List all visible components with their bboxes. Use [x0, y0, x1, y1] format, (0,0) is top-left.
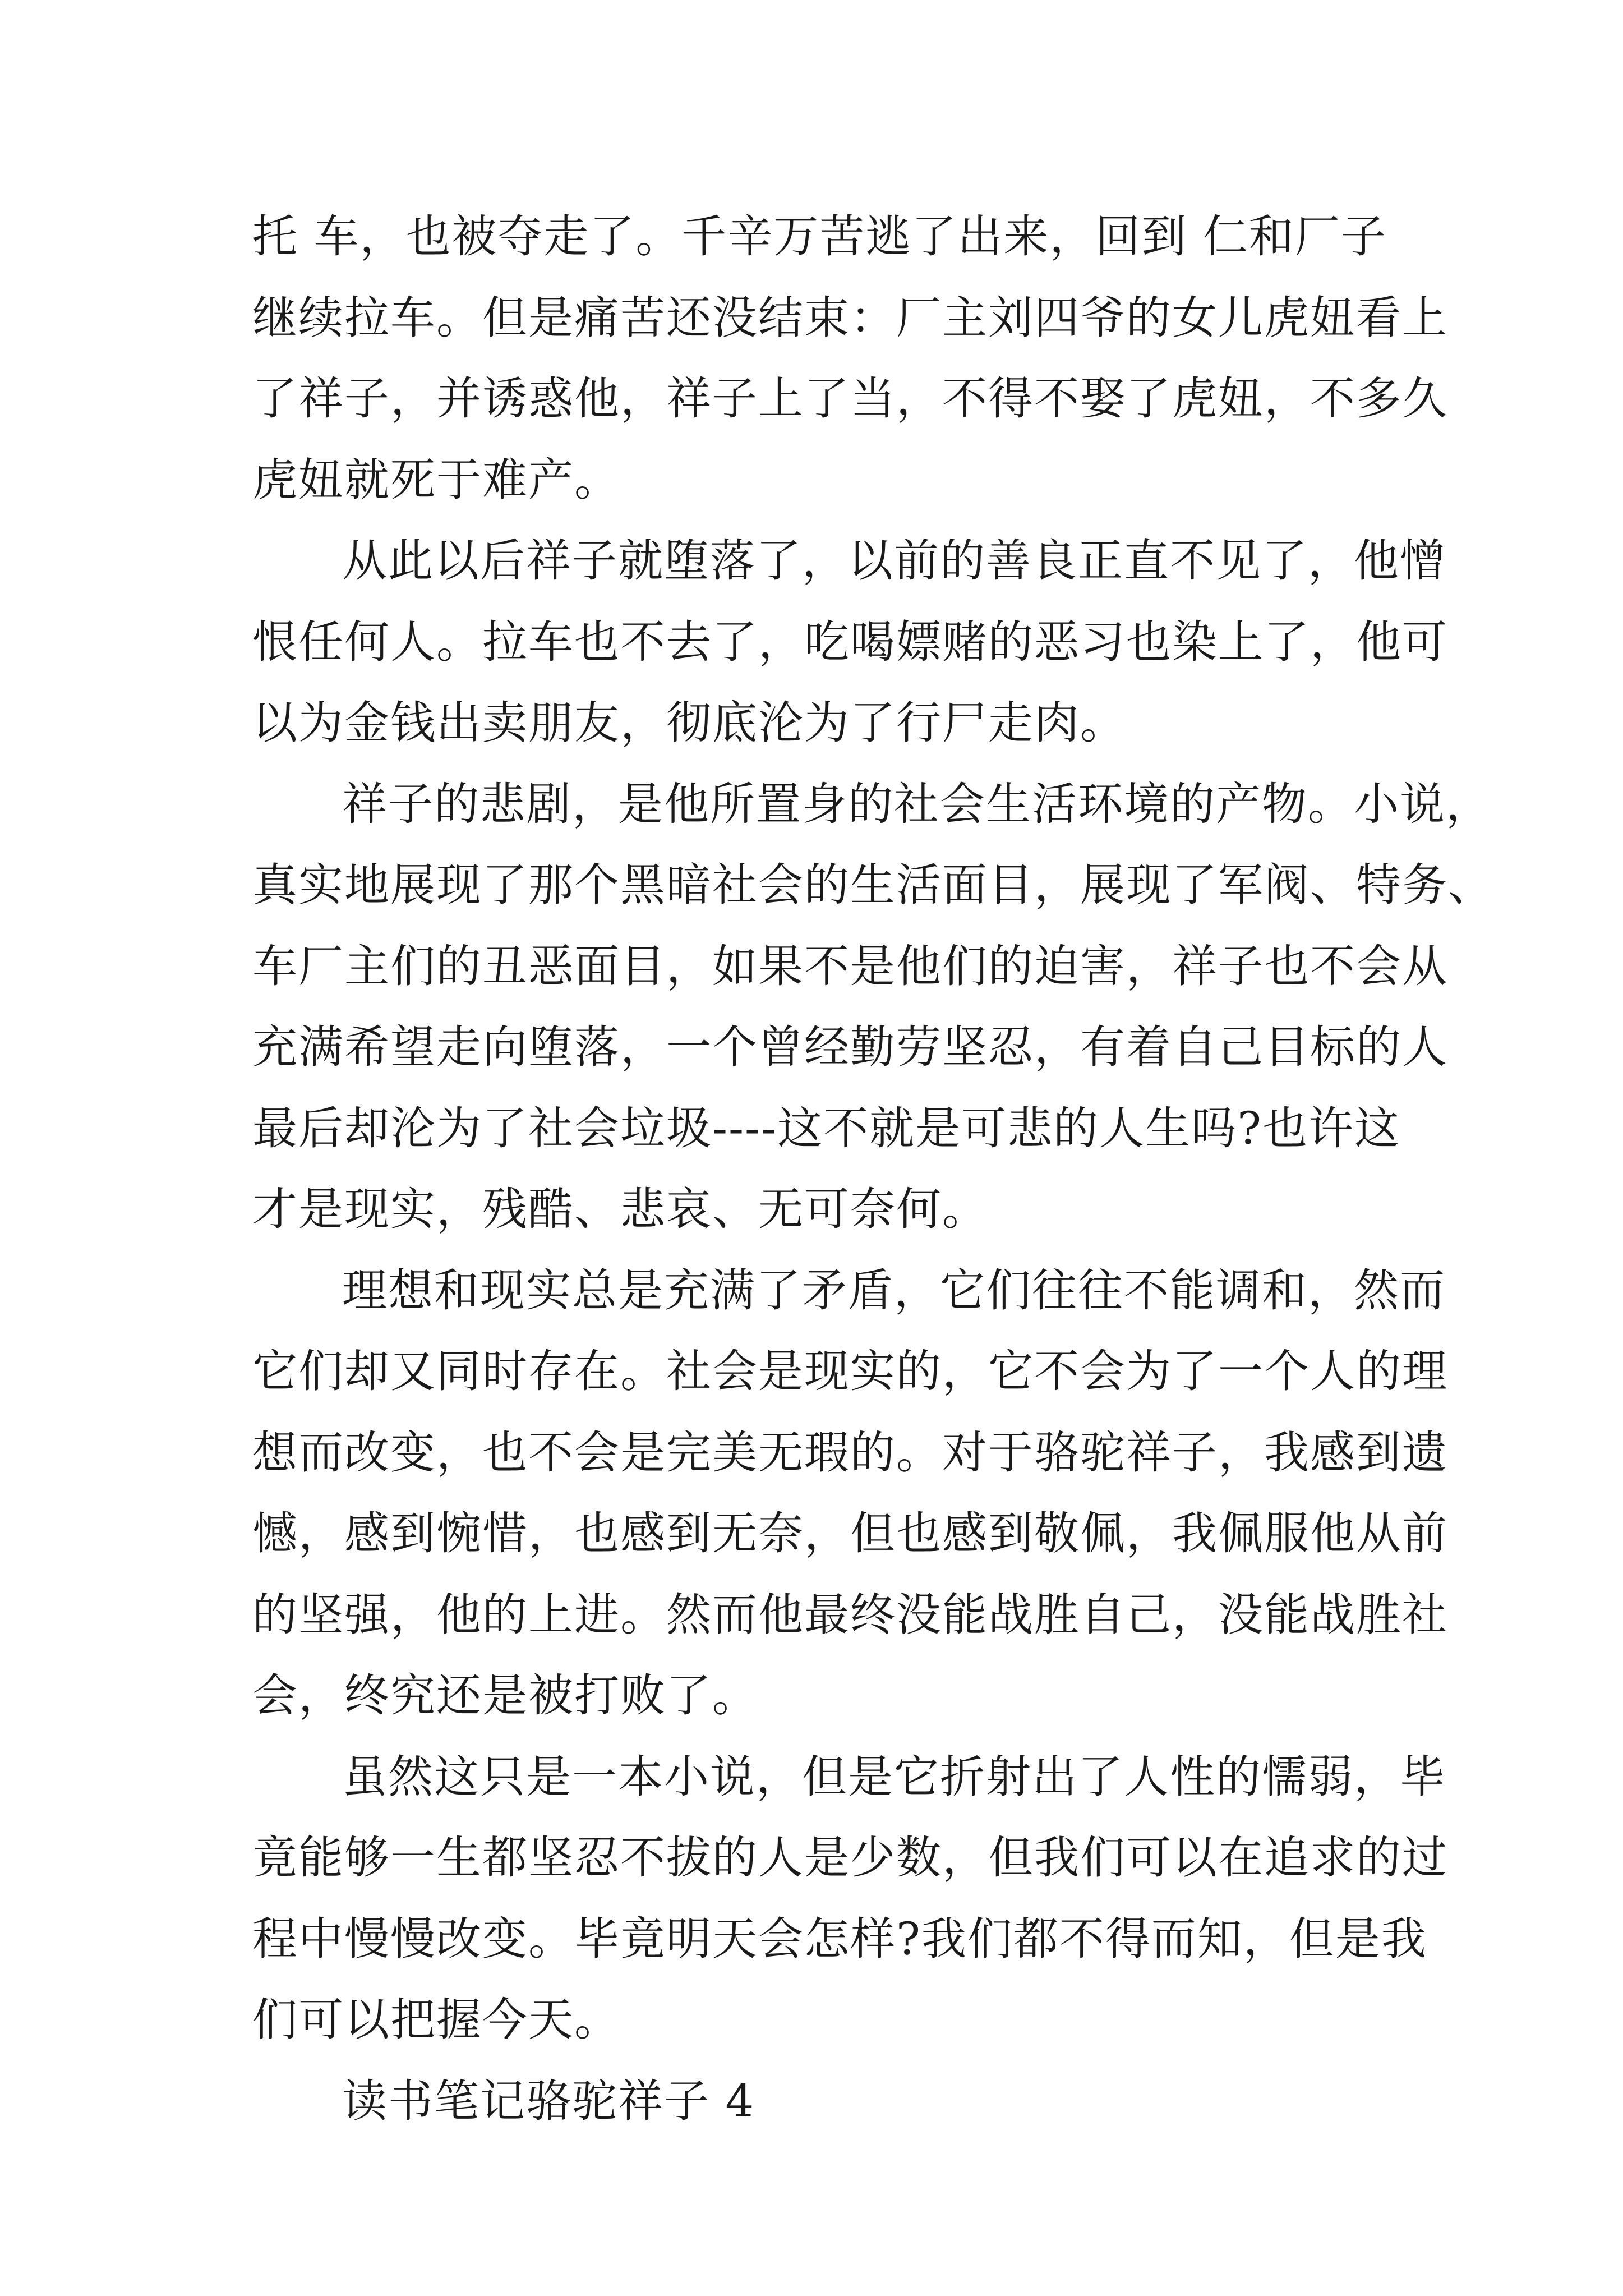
- text-line: 憾，感到惋惜，也感到无奈，但也感到敬佩，我佩服他从前: [252, 1507, 1448, 1559]
- text-line: 才是现实，残酷、悲哀、无可奈何。: [252, 1183, 988, 1235]
- text-line: 了祥子，并诱惑他，祥子上了当，不得不娶了虎妞，不多久: [252, 372, 1448, 425]
- text-line: 虽然这只是一本小说，但是它折射出了人性的懦弱，毕: [342, 1750, 1446, 1803]
- text-line: 车厂主们的丑恶面目，如果不是他们的迫害，祥子也不会从: [252, 940, 1448, 992]
- text-line: 虎妞就死于难产。: [252, 453, 620, 506]
- text-line: 祥子的悲剧，是他所置身的社会生活环境的产物。小说，: [342, 777, 1492, 830]
- text-line: 继续拉车。但是痛苦还没结束：厂主刘四爷的女儿虎妞看上: [252, 291, 1448, 344]
- paragraph-2: [252, 521, 1448, 764]
- text-line: 从此以后祥子就堕落了，以前的善良正直不见了，他憎: [342, 535, 1446, 587]
- text-line: 充满希望走向堕落，一个曾经勤劳坚忍，有着自己目标的人: [252, 1021, 1448, 1073]
- paragraph-3: [252, 764, 1494, 1250]
- text-line: 想而改变，也不会是完美无瑕的。对于骆驼祥子，我感到遗: [252, 1426, 1448, 1479]
- paragraph-4: [252, 1250, 1448, 1737]
- document-body: [252, 196, 1494, 2142]
- text-line: 们可以把握今天。: [252, 1994, 620, 2046]
- text-line: 托 车，也被夺走了。千辛万苦逃了出来，回到 仁和厂子: [252, 210, 1387, 263]
- text-line: 会，终究还是被打败了。: [252, 1669, 758, 1722]
- section-heading: 读书笔记骆驼祥子 4: [342, 2074, 755, 2127]
- text-line: 的坚强，他的上进。然而他最终没能战胜自己，没能战胜社: [252, 1588, 1448, 1641]
- paragraph-1: [252, 196, 1448, 521]
- text-line: 最后却沦为了社会垃圾----这不就是可悲的人生吗?也许这: [252, 1102, 1401, 1154]
- text-line: 以为金钱出卖朋友，彻底沦为了行尸走肉。: [252, 697, 1126, 749]
- paragraph-5: [252, 1737, 1448, 2061]
- text-line: 竟能够一生都坚忍不拔的人是少数，但我们可以在追求的过: [252, 1832, 1448, 1884]
- text-line: 程中慢慢改变。毕竟明天会怎样?我们都不得而知，但是我: [252, 1912, 1427, 1965]
- text-line: 它们却又同时存在。社会是现实的，它不会为了一个人的理: [252, 1345, 1448, 1397]
- text-line: 理想和现实总是充满了矛盾，它们往往不能调和，然而: [342, 1264, 1446, 1317]
- text-line: 恨任何人。拉车也不去了，吃喝嫖赌的恶习也染上了，他可: [252, 615, 1448, 668]
- text-line: 真实地展现了那个黑暗社会的生活面目，展现了军阀、特务、: [252, 859, 1494, 911]
